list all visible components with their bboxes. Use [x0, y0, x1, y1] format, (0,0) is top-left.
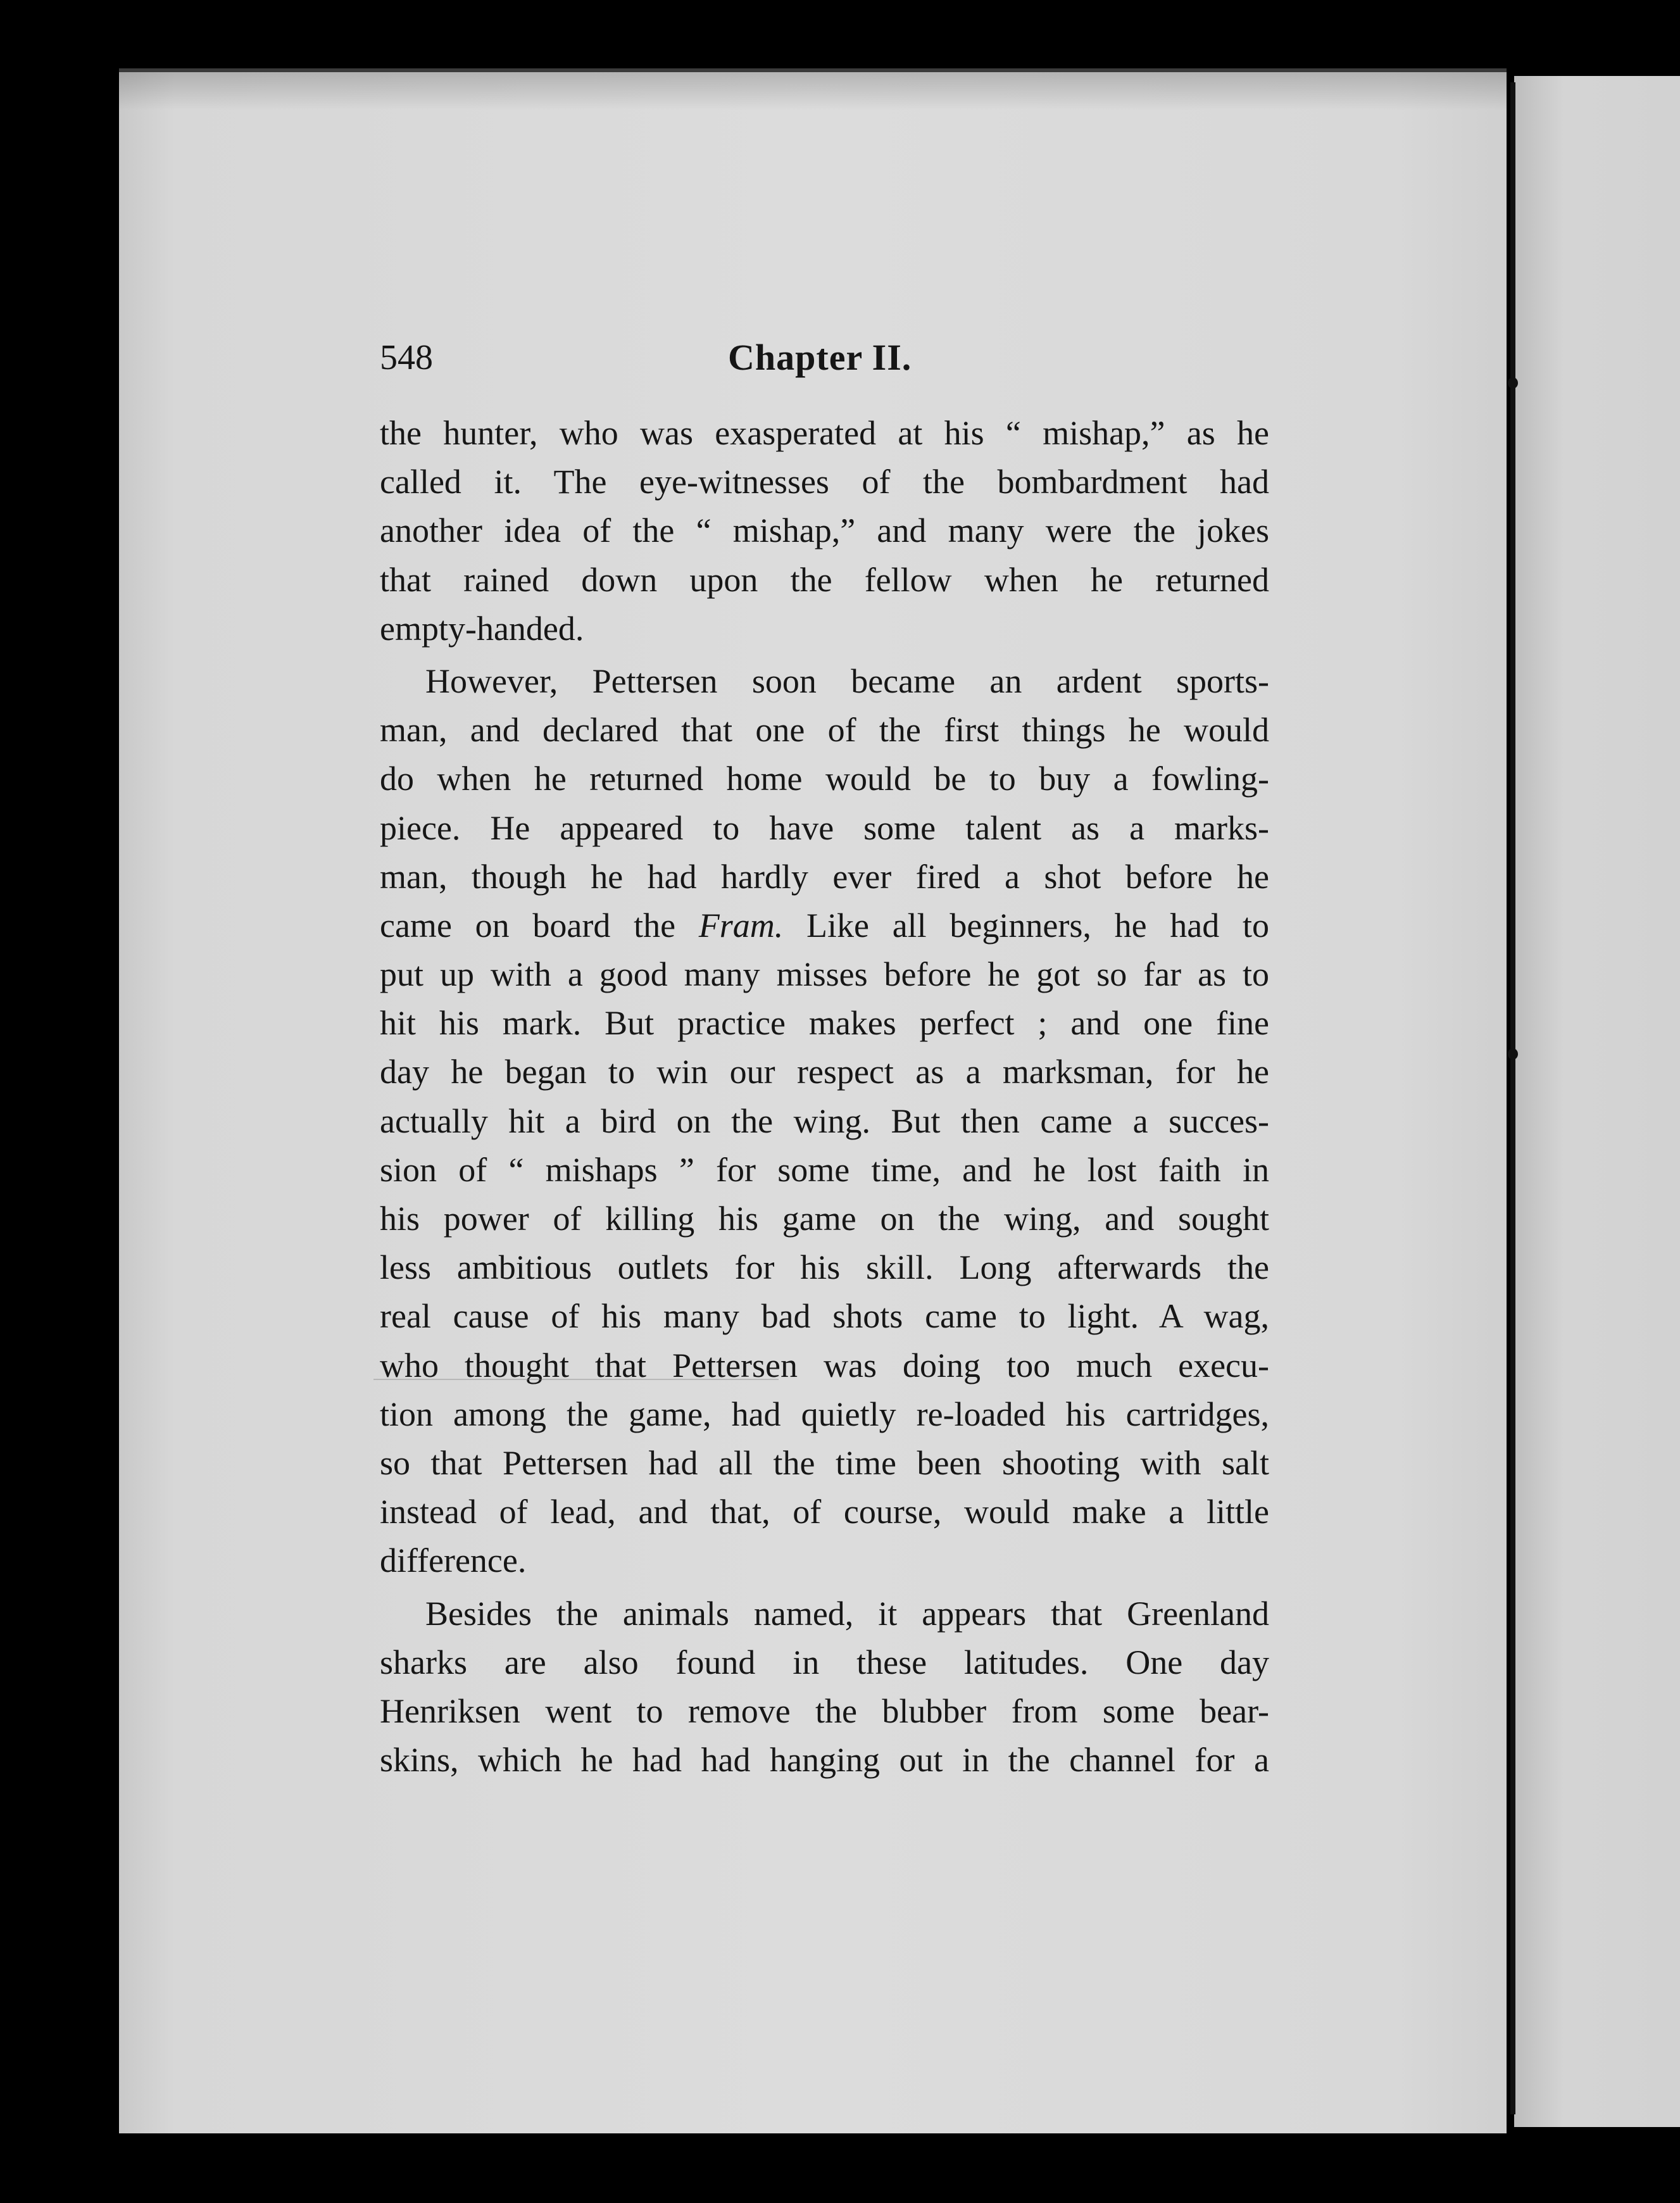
facing-page-edge	[1514, 76, 1680, 2127]
text-line: less ambitious outlets for his skill. Long afterwards the	[380, 1248, 1269, 1287]
text-line: empty-handed.	[380, 609, 584, 648]
text-line: difference.	[380, 1541, 527, 1580]
text-line: called it. The eye-witnesses of the bombardment had	[380, 463, 1269, 501]
text-line: so that Pettersen had all the time been shooting with salt	[380, 1443, 1269, 1482]
body-text	[380, 409, 1269, 1785]
page-header	[380, 329, 1279, 386]
chapter-title: Chapter II.	[728, 337, 912, 378]
text-line: Besides the animals named, it appears that Greenland	[425, 1594, 1269, 1633]
text-line: tion among the game, had quietly re-loaded his cartridges,	[380, 1395, 1269, 1433]
text-line: another idea of the “ mishap,” and many were the jokes	[380, 512, 1269, 550]
text-line: Henriksen went to remove the blubber from some bear-	[380, 1691, 1269, 1730]
text-line	[380, 901, 1269, 950]
spine-mark	[1508, 377, 1518, 389]
text-line: who thought that Pettersen was doing too much execu-	[380, 1346, 1269, 1384]
page-number: 548	[380, 338, 433, 377]
text-line: sion of “ mishaps ” for some time, and he lost faith in	[380, 1150, 1269, 1189]
ship-name: Fram.	[698, 906, 784, 945]
text-line: man, though he had hardly ever fired a shot before he	[380, 857, 1269, 896]
scan-background	[0, 0, 120, 2203]
text-fragment: Like all beginners, he had to	[783, 906, 1270, 945]
text-line: his power of killing his game on the wing, and sought	[380, 1200, 1269, 1238]
text-line: put up with a good many misses before he got so far as to	[380, 955, 1269, 994]
text-fragment: came on board the	[380, 906, 699, 945]
page-shadow	[119, 72, 1507, 110]
scan-artifact	[373, 1379, 779, 1380]
text-line: hit his mark. But practice makes perfect ; and one fine	[380, 1004, 1269, 1043]
text-line: However, Pettersen soon became an ardent sports-	[425, 662, 1269, 700]
text-line: piece. He appeared to have some talent as a marks-	[380, 808, 1269, 847]
text-line: the hunter, who was exasperated at his “ mishap,” as he	[380, 414, 1269, 452]
text-line: actually hit a bird on the wing. But then came a succes-	[380, 1102, 1269, 1140]
text-line: that rained down upon the fellow when he returned	[380, 560, 1269, 599]
spine-mark	[1508, 1048, 1518, 1060]
text-line: do when he returned home would be to buy a fowling-	[380, 760, 1269, 798]
text-line: real cause of his many bad shots came to light. A wag,	[380, 1297, 1269, 1336]
text-line: sharks are also found in these latitudes. One day	[380, 1643, 1269, 1681]
text-line: instead of lead, and that, of course, would make a little	[380, 1493, 1269, 1531]
text-line: man, and declared that one of the first things he would	[380, 711, 1269, 750]
text-line: day he began to win our respect as a marksman, for he	[380, 1053, 1269, 1091]
text-line: skins, which he had had hanging out in the channel for a	[380, 1741, 1269, 1779]
